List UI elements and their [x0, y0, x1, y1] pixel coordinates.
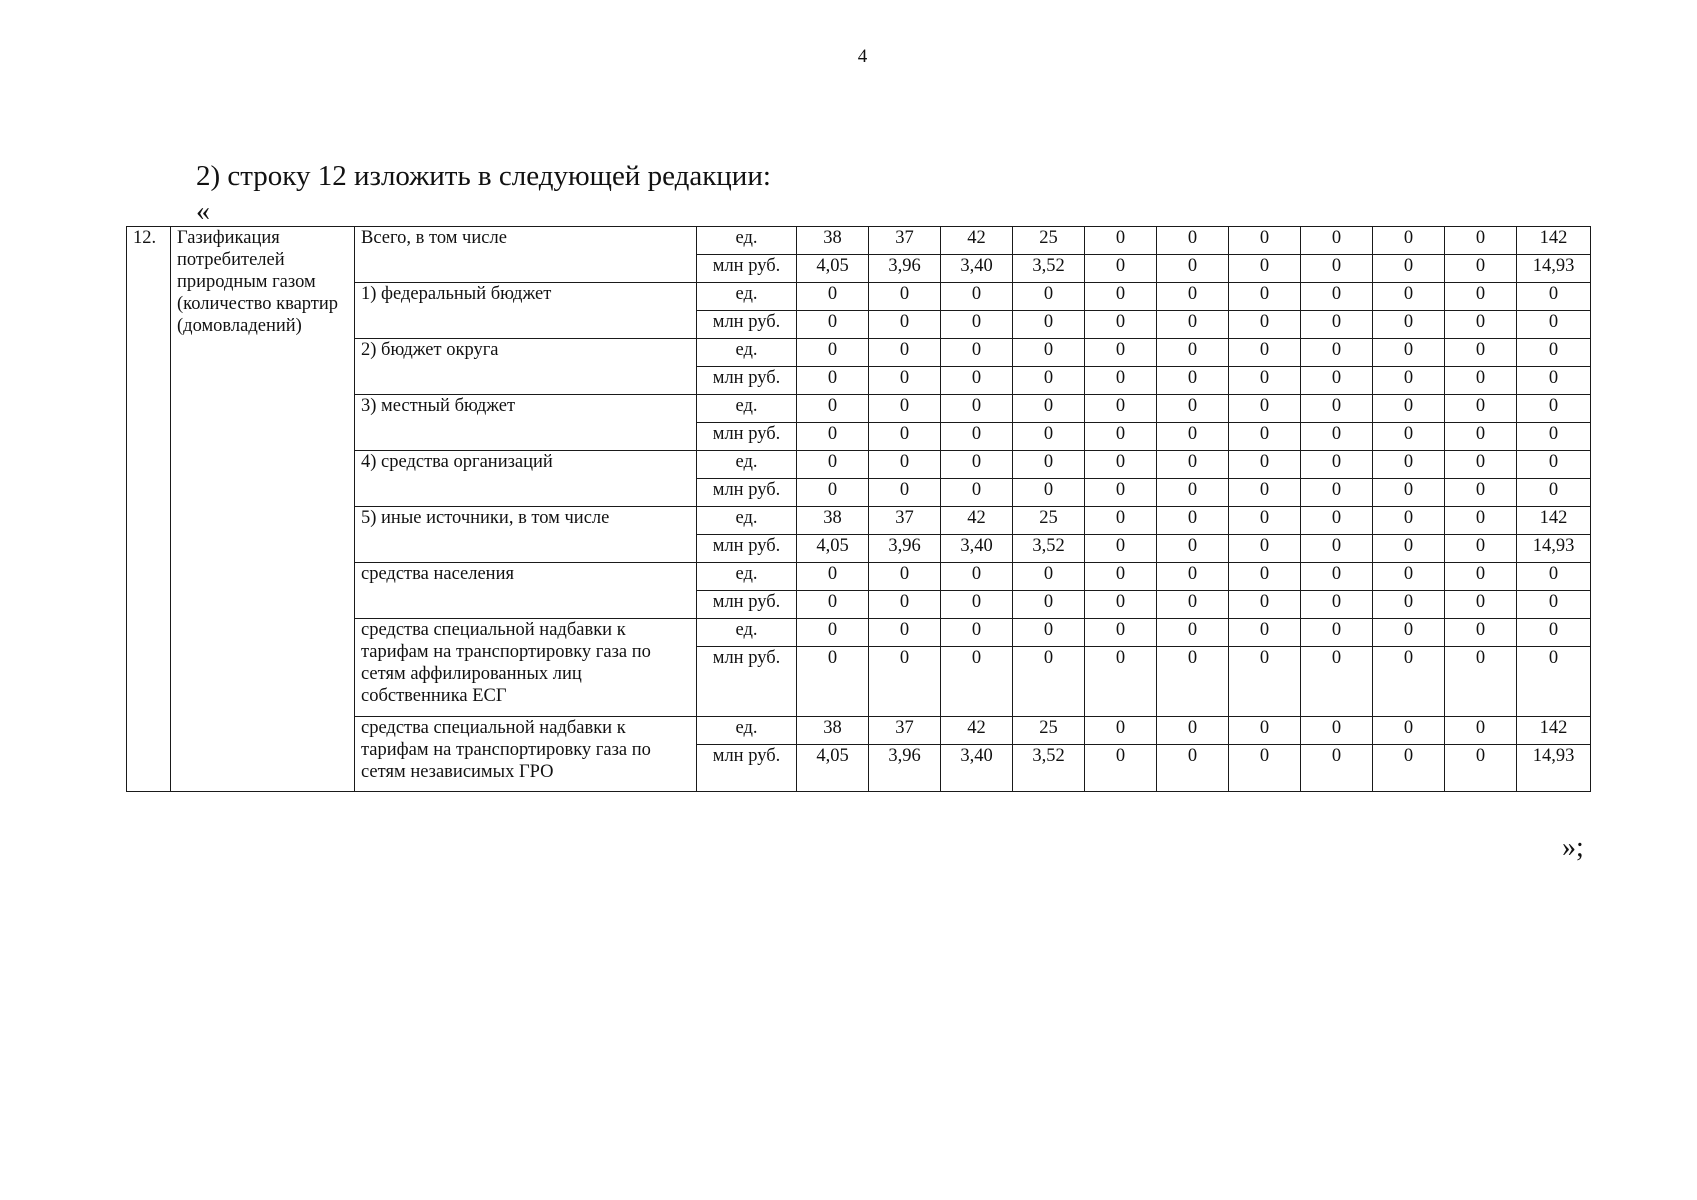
year-value: 0	[941, 647, 1013, 717]
year-value: 0	[1229, 717, 1301, 745]
year-value: 0	[1085, 227, 1157, 255]
year-value: 0	[1445, 283, 1517, 311]
year-value: 0	[1445, 451, 1517, 479]
year-value: 0	[797, 423, 869, 451]
year-value: 0	[1157, 227, 1229, 255]
total-value: 14,93	[1517, 255, 1591, 283]
total-value: 142	[1517, 717, 1591, 745]
year-value: 0	[1157, 395, 1229, 423]
year-value: 25	[1013, 717, 1085, 745]
funding-source-label: 5) иные источники, в том числе	[355, 507, 697, 563]
year-value: 0	[1373, 367, 1445, 395]
unit-label: млн руб.	[697, 479, 797, 507]
total-value: 0	[1517, 283, 1591, 311]
year-value: 0	[1301, 717, 1373, 745]
year-value: 38	[797, 227, 869, 255]
unit-label: ед.	[697, 227, 797, 255]
year-value: 0	[1229, 395, 1301, 423]
year-value: 38	[797, 507, 869, 535]
total-value: 0	[1517, 395, 1591, 423]
year-value: 0	[1373, 423, 1445, 451]
year-value: 0	[797, 451, 869, 479]
unit-label: млн руб.	[697, 647, 797, 717]
year-value: 0	[1229, 451, 1301, 479]
unit-label: млн руб.	[697, 367, 797, 395]
year-value: 0	[941, 283, 1013, 311]
year-value: 25	[1013, 227, 1085, 255]
year-value: 0	[1301, 647, 1373, 717]
year-value: 0	[1085, 367, 1157, 395]
year-value: 0	[1157, 745, 1229, 792]
year-value: 0	[941, 311, 1013, 339]
year-value: 0	[1373, 339, 1445, 367]
year-value: 0	[1301, 367, 1373, 395]
year-value: 0	[869, 563, 941, 591]
measure-name: Газификация потребителей природным газом (количество квартир (домовладений)	[171, 227, 355, 792]
year-value: 0	[1013, 395, 1085, 423]
year-value: 0	[1445, 647, 1517, 717]
year-value: 0	[1085, 563, 1157, 591]
year-value: 0	[941, 395, 1013, 423]
year-value: 0	[1085, 311, 1157, 339]
year-value: 0	[1301, 423, 1373, 451]
year-value: 0	[1229, 283, 1301, 311]
funding-source-label: Всего, в том числе	[355, 227, 697, 283]
year-value: 0	[1445, 507, 1517, 535]
year-value: 0	[1373, 395, 1445, 423]
year-value: 37	[869, 507, 941, 535]
year-value: 0	[1445, 535, 1517, 563]
total-value: 0	[1517, 367, 1591, 395]
year-value: 0	[1085, 591, 1157, 619]
year-value: 42	[941, 507, 1013, 535]
total-value: 14,93	[1517, 745, 1591, 792]
year-value: 0	[1157, 311, 1229, 339]
year-value: 0	[1157, 647, 1229, 717]
year-value: 3,52	[1013, 745, 1085, 792]
year-value: 0	[797, 563, 869, 591]
year-value: 0	[941, 451, 1013, 479]
unit-label: млн руб.	[697, 591, 797, 619]
year-value: 38	[797, 717, 869, 745]
year-value: 0	[1301, 311, 1373, 339]
unit-label: ед.	[697, 451, 797, 479]
year-value: 0	[1085, 255, 1157, 283]
total-value: 0	[1517, 563, 1591, 591]
year-value: 0	[1013, 311, 1085, 339]
year-value: 0	[1157, 451, 1229, 479]
unit-label: млн руб.	[697, 535, 797, 563]
year-value: 0	[797, 591, 869, 619]
year-value: 0	[1157, 479, 1229, 507]
row-number: 12.	[127, 227, 171, 792]
amendment-heading: 2) строку 12 изложить в следующей редакции:	[196, 160, 771, 192]
year-value: 0	[1373, 591, 1445, 619]
year-value: 0	[1301, 255, 1373, 283]
year-value: 0	[797, 311, 869, 339]
year-value: 0	[1229, 745, 1301, 792]
year-value: 0	[1013, 339, 1085, 367]
unit-label: млн руб.	[697, 423, 797, 451]
year-value: 0	[1085, 745, 1157, 792]
year-value: 3,40	[941, 255, 1013, 283]
year-value: 0	[869, 367, 941, 395]
unit-label: ед.	[697, 507, 797, 535]
year-value: 0	[1301, 451, 1373, 479]
year-value: 0	[1229, 227, 1301, 255]
year-value: 0	[1229, 255, 1301, 283]
year-value: 0	[1157, 507, 1229, 535]
year-value: 0	[1445, 339, 1517, 367]
unit-label: млн руб.	[697, 311, 797, 339]
year-value: 0	[869, 283, 941, 311]
year-value: 0	[1229, 311, 1301, 339]
year-value: 0	[1157, 367, 1229, 395]
year-value: 0	[1229, 619, 1301, 647]
year-value: 0	[1373, 717, 1445, 745]
year-value: 0	[1373, 311, 1445, 339]
year-value: 0	[1229, 535, 1301, 563]
year-value: 0	[1445, 255, 1517, 283]
year-value: 3,96	[869, 535, 941, 563]
total-value: 0	[1517, 311, 1591, 339]
year-value: 0	[1085, 535, 1157, 563]
year-value: 0	[1373, 619, 1445, 647]
funding-source-label: средства специальной надбавки к тарифам на транспортировку газа по сетям аффилированных лиц собственника ЕСГ	[355, 619, 697, 717]
funding-source-label: 2) бюджет округа	[355, 339, 697, 395]
year-value: 0	[1013, 591, 1085, 619]
year-value: 37	[869, 717, 941, 745]
page-number: 4	[857, 46, 868, 67]
year-value: 0	[797, 339, 869, 367]
year-value: 0	[1301, 535, 1373, 563]
unit-label: ед.	[697, 339, 797, 367]
year-value: 0	[1013, 563, 1085, 591]
year-value: 0	[869, 479, 941, 507]
year-value: 0	[1229, 563, 1301, 591]
year-value: 0	[1445, 717, 1517, 745]
table-row	[127, 227, 1591, 255]
year-value: 0	[1301, 283, 1373, 311]
unit-label: ед.	[697, 619, 797, 647]
year-value: 0	[1445, 367, 1517, 395]
funding-source-label: 4) средства организаций	[355, 451, 697, 507]
year-value: 4,05	[797, 255, 869, 283]
year-value: 0	[1229, 367, 1301, 395]
year-value: 0	[797, 367, 869, 395]
year-value: 0	[1013, 451, 1085, 479]
year-value: 0	[1373, 227, 1445, 255]
funding-source-label: 1) федеральный бюджет	[355, 283, 697, 339]
total-value: 14,93	[1517, 535, 1591, 563]
year-value: 0	[1085, 423, 1157, 451]
year-value: 0	[1229, 591, 1301, 619]
year-value: 0	[1445, 423, 1517, 451]
year-value: 0	[941, 479, 1013, 507]
funding-table	[126, 226, 1591, 792]
year-value: 0	[797, 619, 869, 647]
year-value: 0	[1373, 283, 1445, 311]
year-value: 0	[941, 563, 1013, 591]
year-value: 3,96	[869, 255, 941, 283]
unit-label: ед.	[697, 717, 797, 745]
year-value: 0	[1085, 479, 1157, 507]
year-value: 0	[1445, 745, 1517, 792]
year-value: 0	[1013, 619, 1085, 647]
year-value: 0	[1013, 423, 1085, 451]
total-value: 0	[1517, 647, 1591, 717]
year-value: 0	[797, 283, 869, 311]
year-value: 0	[1445, 479, 1517, 507]
total-value: 142	[1517, 227, 1591, 255]
total-value: 142	[1517, 507, 1591, 535]
closing-quote: »;	[1562, 832, 1584, 863]
year-value: 0	[1301, 479, 1373, 507]
year-value: 0	[1157, 717, 1229, 745]
year-value: 0	[1085, 647, 1157, 717]
year-value: 3,52	[1013, 255, 1085, 283]
year-value: 0	[1373, 563, 1445, 591]
year-value: 0	[1085, 339, 1157, 367]
year-value: 0	[1301, 563, 1373, 591]
year-value: 0	[1085, 717, 1157, 745]
year-value: 0	[1445, 619, 1517, 647]
year-value: 3,40	[941, 745, 1013, 792]
year-value: 0	[869, 423, 941, 451]
total-value: 0	[1517, 591, 1591, 619]
funding-source-label: средства специальной надбавки к тарифам на транспортировку газа по сетям независимых ГРО	[355, 717, 697, 792]
year-value: 0	[1157, 255, 1229, 283]
year-value: 0	[1157, 283, 1229, 311]
year-value: 0	[1373, 507, 1445, 535]
year-value: 0	[869, 311, 941, 339]
year-value: 0	[1301, 227, 1373, 255]
year-value: 0	[1013, 367, 1085, 395]
year-value: 0	[1445, 563, 1517, 591]
unit-label: ед.	[697, 563, 797, 591]
funding-source-label: средства населения	[355, 563, 697, 619]
year-value: 0	[1445, 591, 1517, 619]
total-value: 0	[1517, 339, 1591, 367]
year-value: 0	[1229, 507, 1301, 535]
year-value: 0	[1157, 339, 1229, 367]
year-value: 0	[1373, 745, 1445, 792]
year-value: 0	[1445, 227, 1517, 255]
year-value: 0	[1157, 535, 1229, 563]
year-value: 3,52	[1013, 535, 1085, 563]
year-value: 0	[1373, 647, 1445, 717]
year-value: 0	[1085, 507, 1157, 535]
year-value: 37	[869, 227, 941, 255]
year-value: 0	[1301, 339, 1373, 367]
year-value: 0	[1301, 507, 1373, 535]
unit-label: млн руб.	[697, 255, 797, 283]
year-value: 0	[1373, 535, 1445, 563]
year-value: 0	[941, 591, 1013, 619]
year-value: 0	[941, 339, 1013, 367]
unit-label: ед.	[697, 395, 797, 423]
year-value: 0	[797, 647, 869, 717]
year-value: 0	[1013, 647, 1085, 717]
year-value: 0	[1373, 479, 1445, 507]
year-value: 0	[869, 395, 941, 423]
year-value: 0	[1157, 591, 1229, 619]
year-value: 0	[1373, 255, 1445, 283]
year-value: 0	[1301, 591, 1373, 619]
unit-label: млн руб.	[697, 745, 797, 792]
year-value: 3,96	[869, 745, 941, 792]
year-value: 0	[1229, 423, 1301, 451]
year-value: 0	[1085, 395, 1157, 423]
year-value: 0	[1301, 395, 1373, 423]
year-value: 4,05	[797, 745, 869, 792]
total-value: 0	[1517, 479, 1591, 507]
opening-quote: «	[196, 196, 210, 227]
year-value: 0	[1229, 339, 1301, 367]
year-value: 0	[869, 451, 941, 479]
year-value: 0	[941, 423, 1013, 451]
total-value: 0	[1517, 619, 1591, 647]
year-value: 0	[1085, 283, 1157, 311]
year-value: 0	[1157, 563, 1229, 591]
year-value: 0	[1445, 311, 1517, 339]
year-value: 0	[1445, 395, 1517, 423]
total-value: 0	[1517, 423, 1591, 451]
year-value: 0	[1157, 619, 1229, 647]
year-value: 0	[869, 647, 941, 717]
year-value: 0	[1229, 479, 1301, 507]
year-value: 25	[1013, 507, 1085, 535]
year-value: 4,05	[797, 535, 869, 563]
year-value: 0	[797, 395, 869, 423]
year-value: 42	[941, 717, 1013, 745]
year-value: 0	[1373, 451, 1445, 479]
unit-label: ед.	[697, 283, 797, 311]
funding-source-label: 3) местный бюджет	[355, 395, 697, 451]
year-value: 0	[1013, 479, 1085, 507]
year-value: 0	[869, 619, 941, 647]
year-value: 0	[1301, 619, 1373, 647]
year-value: 0	[1013, 283, 1085, 311]
year-value: 0	[869, 591, 941, 619]
year-value: 0	[1301, 745, 1373, 792]
total-value: 0	[1517, 451, 1591, 479]
year-value: 0	[797, 479, 869, 507]
year-value: 42	[941, 227, 1013, 255]
year-value: 3,40	[941, 535, 1013, 563]
year-value: 0	[1085, 619, 1157, 647]
year-value: 0	[1229, 647, 1301, 717]
year-value: 0	[941, 619, 1013, 647]
year-value: 0	[869, 339, 941, 367]
year-value: 0	[1157, 423, 1229, 451]
year-value: 0	[1085, 451, 1157, 479]
year-value: 0	[941, 367, 1013, 395]
